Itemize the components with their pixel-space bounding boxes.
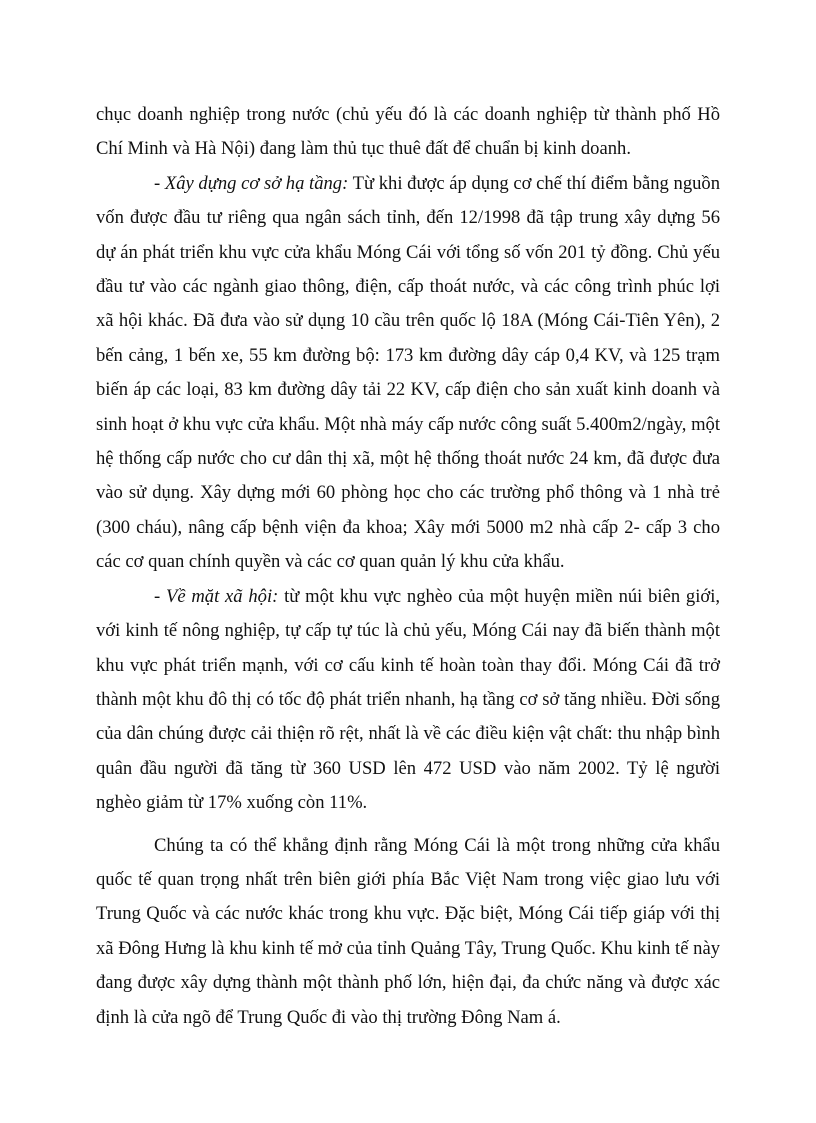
paragraph-social-body: từ một khu vực nghèo của một huyện miền núi biên giới, với kinh tế nông nghiệp, tự cấp tự túc là chủ yếu, Móng Cái nay đã biến thành một khu vực phát triển mạnh, với cơ cấu kinh tế hoàn toàn thay đổi. Móng Cái đã trở thành một khu đô thị có tốc độ phát triển nhanh, hạ tầng cơ sở tăng nhiều. Đời sống của dân chúng được cải thiện rõ rệt, nhất là về các điều kiện vật chất: thu nhập bình quân đầu người đã tăng từ 360 USD lên 472 USD vào năm 2002. Tỷ lệ người nghèo giảm từ 17% xuống còn 11%. bbox=[96, 585, 721, 814]
heading-infrastructure: Xây dựng cơ sở hạ tầng: bbox=[164, 172, 349, 194]
document-body bbox=[96, 98, 720, 1035]
heading-social: Về mặt xã hội: bbox=[165, 585, 279, 607]
paragraph-social bbox=[96, 580, 720, 821]
paragraph-infrastructure-body: Từ khi được áp dụng cơ chế thí điểm bằng nguồn vốn được đầu tư riêng qua ngân sách tỉnh, đến 12/1998 đã tập trung xây dựng 56 dự án phát triển khu vực cửa khẩu Móng Cái với tổng số vốn 201 tỷ đồng. Chủ yếu đầu tư vào các ngành giao thông, điện, cấp thoát nước, và các công trình phúc lợi xã hội khác. Đã đưa vào sử dụng 10 cầu trên quốc lộ 18A (Móng Cái-Tiên Yên), 2 bến cảng, 1 bến xe, 55 km đường bộ: 173 km đường dây cáp 0,4 KV, và 125 trạm biến áp các loại, 83 km đường dây tải 22 KV, cấp điện cho sản xuất kinh doanh và sinh hoạt ở khu vực cửa khẩu. Một nhà máy cấp nước công suất 5.400m2/ngày, một hệ thống cấp nước cho cư dân thị xã, một hệ thống thoát nước 24 km, đã được đưa vào sử dụng. Xây dựng mới 60 phòng học cho các trường phổ thông và 1 nhà trẻ (300 cháu), nâng cấp bệnh viện đa khoa; Xây mới 5000 m2 nhà cấp 2- cấp 3 cho các cơ quan chính quyền và các cơ quan quản lý khu cửa khẩu. bbox=[96, 172, 721, 573]
paragraph-dash: - bbox=[154, 172, 165, 194]
paragraph-continuation: chục doanh nghiệp trong nước (chủ yếu đó là các doanh nghiệp từ thành phố Hồ Chí Minh và Hà Nội) đang làm thủ tục thuê đất để chuẩn bị kinh doanh. bbox=[96, 104, 720, 160]
paragraph-dash: - bbox=[154, 585, 166, 607]
paragraph-conclusion: Chúng ta có thể khẳng định rằng Móng Cái là một trong những cửa khẩu quốc tế quan trọng nhất trên biên giới phía Bắc Việt Nam trong việc giao lưu với Trung Quốc và các nước khác trong khu vực. Đặc biệt, Móng Cái tiếp giáp với thị xã Đông Hưng là khu kinh tế mở của tỉnh Quảng Tây, Trung Quốc. Khu kinh tế này đang được xây dựng thành một thành phố lớn, hiện đại, đa chức năng và được xác định là cửa ngõ để Trung Quốc đi vào thị trường Đông Nam á. bbox=[96, 834, 720, 1028]
paragraph-infrastructure bbox=[96, 167, 720, 580]
